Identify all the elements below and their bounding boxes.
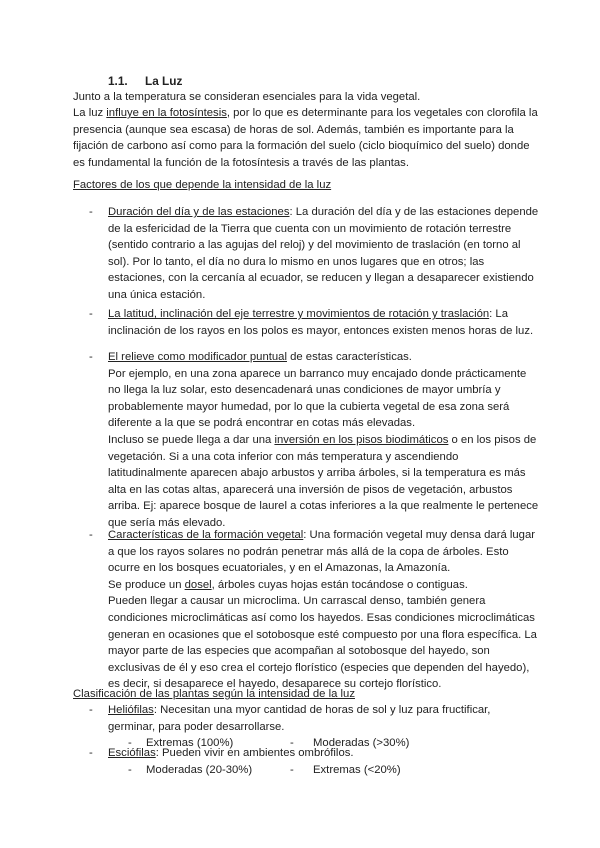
escio-moderadas: Moderadas (20-30%) [146,764,253,776]
list-dash: - [89,206,93,218]
microclima-paragraph: Pueden llegar a causar un microclima. Un carrascal denso, también genera condiciones microclimáticas así como los hayedos. Esas condiciones microclimáticas generan en ocasiones que el sotobosque esté compuesto por una flora específica. La mayor parte de las especies que acompañan al sotobosque del hayedo, son exclusivas de él y eso crea el cortejo florístico (especies que dependen del hayedo), es decir, si desaparece el hayedo, desaparece su cortejo florístico. [108,595,537,691]
section-heading [108,73,182,90]
relieve-example: Por ejemplo, en una zona aparece un barranco muy encajado donde prácticamente no llega la luz solar, esto desencadenará unas condiciones de mayor umbría y probablemente mayor humedad, por lo que la cubierta vegetal de esa zona será diferente a la que se podrá encontrar en cotas más elevadas. [108,367,527,430]
intro-paragraph: La luz influye en la fotosíntesis, por lo que es determinante para los vegetales con clorofila la presencia (aunque sea escasa) de horas de sol. Además, también es importante para la fijación de carbono así como para la formación del suelo (ciclo bioquímico del suelo) donde es fundamental la función de la fotosíntesis a través de las plantas. [73,107,538,169]
clasif-title: Heliófilas [108,704,154,716]
clasif-title: Esciófilas [108,747,156,759]
factores-heading: Factores de los que depende la intensidad de la luz [73,179,332,191]
sub-dash: - [290,764,294,776]
relieve-inversion: Incluso se puede llega a dar una inversión en los pisos biodimáticos o en los pisos de vegetación. Si a una cota inferior con más temperatura y ascendiendo latitudinalmente aparecen abajo arbustos y arriba árboles, si la temperatura es más alta en las cotas altas, aparecerá una inversión de pisos de vegetación, arbustos arriba. Ej: aparece bosque de laurel a cotas inferiores a la que realmente le pertenece que sería más elevado. [108,433,539,529]
list-dash: - [89,704,93,716]
pisos-link: inversión en los pisos biodimáticos [274,433,449,446]
factor-item-duracion: - Duración del día y de las estaciones: La duración del día y de las estaciones depende de la esfericidad de la Tierra que cuenta con un movimiento de rotación terrestre (sentido contrario a las agujas del reloj) y del movimiento de traslación (en torno al sol). Por lo tanto, el día no dura lo mismo en unos lugares que en otros; las estaciones, con la cercanía al ecuador, se reducen y llegan a desaparecer existiendo una única estación. [89,206,539,301]
factor-item-formacion: - Características de la formación vegetal: Una formación vegetal muy densa dará lugar a que los rayos solares no podrán penetrar más allá de la copa de árboles. Esto ocurre en los bosques ecuatoriales, y en el Amazonas, la Amazonía. Se produce un dosel, árboles cuyas hojas están tocándose o contiguas. Pueden llegar a causar un microclima. Un carrascal denso, también genera condiciones microclimáticas así como los hayedos. Esas condiciones microclimáticas generan en ocasiones que el sotobosque esté compuesto por una flora específica. La mayor parte de las especies que acompañan al sotobosque del hayedo, son exclusivas de él y eso crea el cortejo florístico (especies que dependen del hayedo), es decir, si desaparece el hayedo, desaparece su cortejo florístico. [108,527,540,693]
helio-moderadas: Moderadas (>30%) [313,737,410,749]
dosel-link: dosel [184,578,212,591]
escio-extremas: Extremas (<20%) [313,764,401,776]
factor-item-latitud: - La latitud, inclinación del eje terrestre y movimientos de rotación y traslación: La inclinación de los rayos en los polos es mayor, entonces existen menos horas de luz. [89,308,534,337]
factor-title: El relieve como modificador puntual [108,351,287,363]
sub-dash: - [128,737,132,749]
list-dash: - [89,529,93,541]
dosel-line: Se produce un dosel, árboles cuyas hojas están tocándose o contiguas. [108,578,468,591]
factor-title: Características de la formación vegetal [108,529,304,541]
sub-dash: - [128,764,132,776]
factor-title: La latitud, inclinación del eje terrestre y movimientos de rotación y traslación [108,308,490,320]
helio-extremas: Extremas (100%) [146,737,234,749]
clasificacion-heading: Clasificación de las plantas según la intensidad de la luz [73,688,355,700]
list-dash: - [89,308,93,320]
list-dash: - [89,747,93,759]
sub-dash: - [290,737,294,749]
clasif-item-esciofilas: - Esciófilas: Pueden vivir en ambientes ombrófilos. [108,745,540,762]
intro-line: Junto a la temperatura se consideran esenciales para la vida vegetal. [73,91,421,103]
factor-item-relieve: - El relieve como modificador puntual de estas características. Por ejemplo, en una zona aparece un barranco muy encajado donde prácticamente no llega la luz solar, esto desencadenará unas condiciones de mayor umbría y probablemente mayor humedad, por lo que la cubierta vegetal de esa zona será diferente a la que se podrá encontrar en cotas más elevadas. Incluso se puede llega a dar una inversión en los pisos biodimáticos o en los pisos de vegetación. Si a una cota inferior con más temperatura y ascendiendo latitudinalmente aparecen abajo arbustos y arriba árboles, si la temperatura es más alta en las cotas altas, aparecerá una inversión de pisos de vegetación, arbustos arriba. Ej: aparece bosque de laurel a cotas inferiores a la que realmente le pertenece que sería más elevado. [108,349,540,532]
section-number: 1.1. [108,74,128,88]
clasif-item-heliofilas: - Heliófilas: Necesitan una myor cantidad de horas de sol y luz para fructificar, germinar, para poder desarrollarse. [89,704,491,733]
factor-title: Duración del día y de las estaciones [108,206,290,218]
section-title: La Luz [145,74,183,88]
list-dash: - [89,351,93,363]
fotosintesis-link: influye en la fotosíntesis [106,107,227,119]
